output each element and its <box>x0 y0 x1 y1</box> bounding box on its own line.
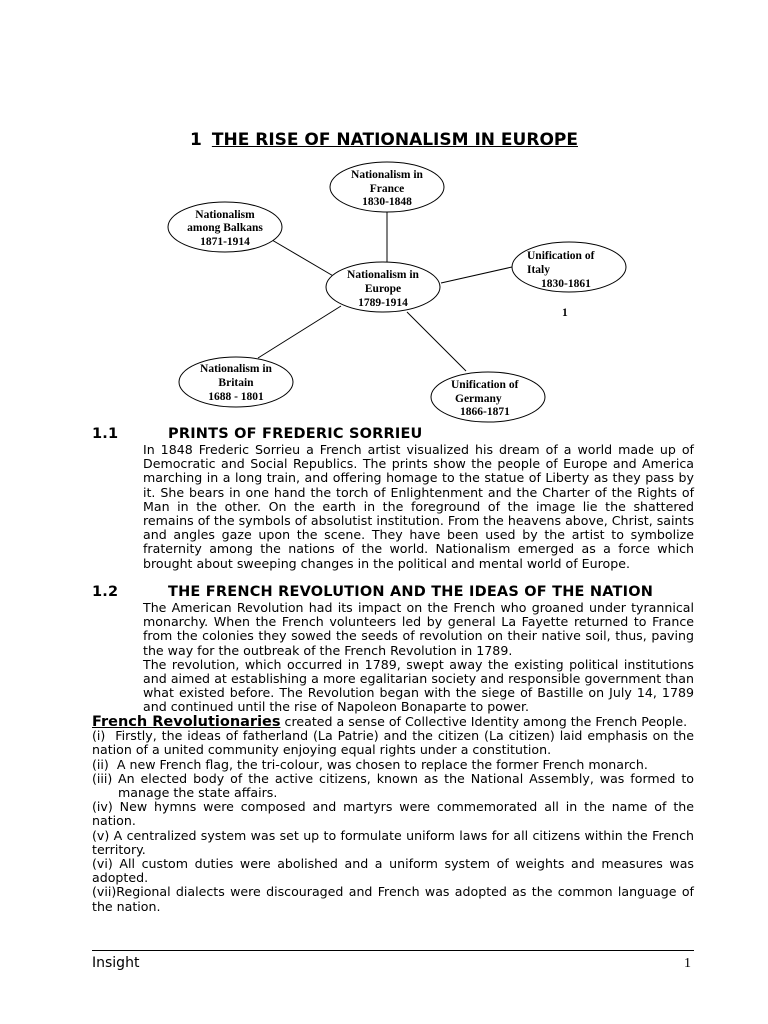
section-title: PRINTS OF FREDERIC SORRIEU <box>168 426 423 442</box>
section-body-1-2 <box>143 601 694 715</box>
node-balkans-line3: 1871-1914 <box>200 236 250 248</box>
stray-number: 1 <box>562 307 568 319</box>
list-item: (iii) An elected body of the active citizens, known as the National Assembly, was formed to manage the state affairs. <box>92 770 694 801</box>
node-germany-line1: Unification of <box>451 379 519 391</box>
paragraph: The revolution, which occurred in 1789, swept away the existing political institutions and aimed at establishing a more egalitarian society and responsible government than what existed before. The Revolution began with the siege of Bastille on July 14, 1789 and continued until the rise of Napoleon Bonaparte to power. <box>143 656 694 715</box>
page-number: 1 <box>684 956 691 971</box>
connector-italy <box>441 267 512 283</box>
node-britain-line2: Britain <box>218 377 254 389</box>
section-body-1-1 <box>143 443 694 571</box>
french-revolutionaries-block <box>92 715 694 914</box>
list-item: (i) Firstly, the ideas of fatherland (La Patrie) and the citizen (La citizen) laid emphasis on the nation of a united community enjoying equal rights under a constitution. <box>92 728 694 758</box>
footer-brand: Insight <box>92 955 140 971</box>
chapter-title: THE RISE OF NATIONALISM IN EUROPE <box>211 130 578 150</box>
node-europe-line1: Nationalism in <box>347 269 419 281</box>
node-germany-line3: 1866-1871 <box>460 406 510 418</box>
revolutionaries-heading: French Revolutionaries <box>92 714 281 730</box>
list-item: (ii) A new French flag, the tri-colour, was chosen to replace the former French monarch. <box>92 756 648 772</box>
nationalism-mind-map <box>0 0 768 430</box>
node-balkans-line2: among Balkans <box>187 222 263 234</box>
section-heading-1-1 <box>92 426 423 442</box>
revolutionaries-intro: created a sense of Collective Identity among the French People. <box>284 714 688 729</box>
section-number: 1.2 <box>92 584 119 600</box>
paragraph: In 1848 Frederic Sorrieu a French artist visualized his dream of a world made up of Democratic and Social Republics. The prints show the people of Europe and America marching in a long train, and offering homage to the statue of Liberty as they pass by it. She bears in one hand the torch of Enlightenment and the Charter of the Rights of Man in the other. On the earth in the foreground of the image lie the shattered remains of the symbols of absolutist institution. From the heavens above, Christ, saints and angles gaze upon the scene. They have been used by the artist to symbolize fraternity among the nations of the world. Nationalism emerged as a force which brought about sweeping changes in the political and mental world of Europe. <box>143 442 694 571</box>
footer-rule <box>92 950 694 951</box>
node-italy-line2: Italy <box>527 264 550 276</box>
list-item: (v) A centralized system was set up to formulate uniform laws for all citizens within the French territory. <box>92 827 694 857</box>
list-item: (vi) All custom duties were abolished and a uniform system of weights and measures was adopted. <box>92 856 694 886</box>
list-item: (iv) New hymns were composed and martyrs were commemorated all in the name of the nation. <box>92 799 694 829</box>
node-france-line1: Nationalism in <box>351 169 423 181</box>
chapter-number: 1 <box>190 130 202 150</box>
section-heading-1-2 <box>92 584 653 600</box>
node-italy-line3: 1830-1861 <box>541 278 591 290</box>
node-britain-line3: 1688 - 1801 <box>208 391 264 403</box>
connector-balkans <box>272 240 335 277</box>
node-europe-line3: 1789-1914 <box>358 297 408 309</box>
connector-britain <box>258 306 341 358</box>
connector-germany <box>407 312 466 371</box>
node-britain-line1: Nationalism in <box>200 363 272 375</box>
node-italy-line1: Unification of <box>527 250 595 262</box>
node-europe-line2: Europe <box>364 283 402 295</box>
list-item: (vii)Regional dialects were discouraged and French was adopted as the common language of the nation. <box>92 884 694 914</box>
section-number: 1.1 <box>92 426 119 442</box>
node-france-line2: France <box>369 183 405 195</box>
section-title: THE FRENCH REVOLUTION AND THE IDEAS OF THE NATION <box>168 584 654 600</box>
revolutionaries-intro-line <box>92 715 694 729</box>
node-france-line3: 1830-1848 <box>362 196 412 208</box>
node-balkans-line1: Nationalism <box>195 209 255 221</box>
paragraph: The American Revolution had its impact on the French who groaned under tyrannical monarchy. When the French volunteers led by general La Fayette returned to France from the colonies they sowed the seeds of revolution on their native soil, thus, paving the way for the outbreak of the French Revolution in 1789. <box>143 600 694 658</box>
node-germany-line2: Germany <box>455 393 502 405</box>
